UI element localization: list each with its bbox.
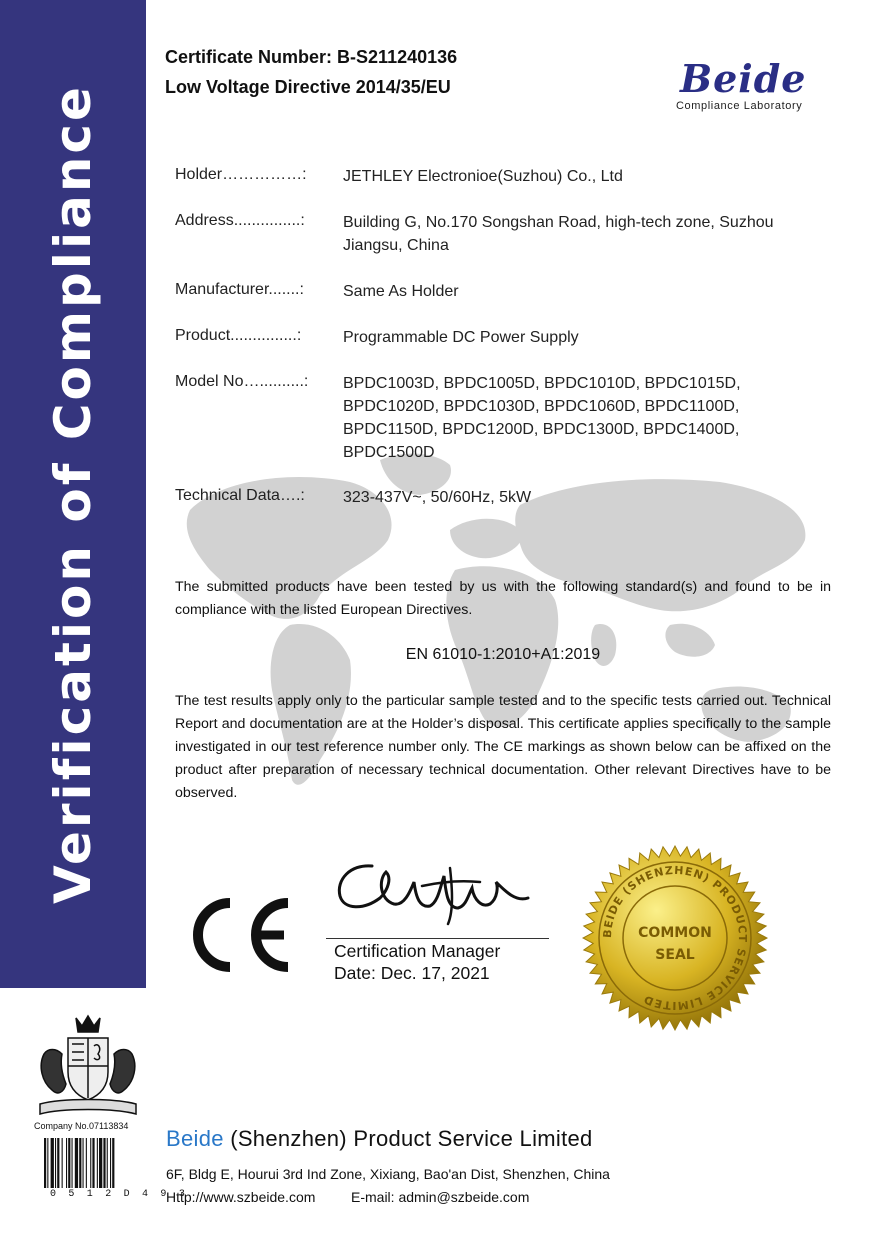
barcode-bar — [66, 1138, 67, 1188]
model-label: Model No…..........: — [175, 373, 309, 390]
logo-wordmark: Beide — [680, 56, 807, 101]
holder-value: JETHLEY Electronioe(Suzhou) Co., Ltd — [343, 168, 623, 185]
barcode-bar — [92, 1138, 94, 1188]
address-value: Building G, No.170 Songshan Road, high-tech zone, Suzhou Jiangsu, China — [343, 214, 774, 254]
product-value: Programmable DC Power Supply — [343, 329, 579, 346]
seal-ring-text: BEIDE (SHENZHEN) PRODUCT SERVICE LIMITED — [600, 863, 750, 1013]
barcode-bar — [75, 1138, 78, 1188]
manufacturer-label: Manufacturer.......: — [175, 281, 304, 298]
manufacturer-value: Same As Holder — [343, 283, 459, 300]
seal-center-bottom: SEAL — [655, 947, 695, 963]
barcode-icon — [44, 1138, 140, 1188]
barcode-bar — [62, 1138, 63, 1188]
certificate-notes: The test results apply only to the particular sample tested and to the specific tests carried out. Technical Report and documentation are at the Holder’s disposal. This certificate applies specifically to the sample investigated in our test reference number only. The CE markings as shown below can be affixed on the product after preparation of necessary technical documentation. Other relevant Directives have to be observed. — [175, 693, 831, 801]
sidebar-title: Verification of Compliance — [44, 84, 102, 904]
logo-subtitle: Compliance Laboratory — [676, 100, 803, 112]
barcode-bar — [57, 1138, 59, 1188]
beide-logo — [672, 56, 832, 120]
barcode-bar — [55, 1138, 56, 1188]
product-label: Product...............: — [175, 327, 302, 344]
sidebar-banner — [0, 0, 146, 988]
barcode-bar — [83, 1138, 84, 1188]
coat-of-arms-icon — [32, 1014, 144, 1118]
barcode-bar — [112, 1138, 114, 1188]
barcode-bar — [68, 1138, 70, 1188]
certificate-date: Date: Dec. 17, 2021 — [334, 963, 490, 983]
technical-data-value: 323-437V~, 50/60Hz, 5kW — [343, 489, 532, 506]
barcode-bar — [47, 1138, 48, 1188]
barcode-bar — [97, 1138, 98, 1188]
barcode-bar — [99, 1138, 102, 1188]
barcode-bar — [107, 1138, 108, 1188]
footer-email[interactable]: E-mail: admin@szbeide.com — [351, 1189, 530, 1205]
company-number: Company No.07113834 — [34, 1121, 129, 1131]
model-value: BPDC1003D, BPDC1005D, BPDC1010D, BPDC1015D, BPDC1020D, BPDC1030D, BPDC1060D, BPDC1100D, BPDC1150D, BPDC1200D, BPDC1300D, BPDC1400D, BPDC1500D — [343, 375, 741, 461]
footer-company-name — [166, 1126, 593, 1152]
holder-label: Holder……………: — [175, 166, 307, 183]
footer-website[interactable]: Http://www.szbeide.com — [166, 1189, 316, 1205]
barcode-bar — [110, 1138, 111, 1188]
barcode-bar — [86, 1138, 87, 1188]
signature-line — [326, 938, 549, 939]
test-standard: EN 61010-1:2010+A1:2019 — [405, 646, 601, 663]
barcode-bar — [51, 1138, 54, 1188]
barcode-bar — [72, 1138, 73, 1188]
directive-title: Low Voltage Directive 2014/35/EU — [165, 77, 451, 97]
footer-address: 6F, Bldg E, Hourui 3rd Ind Zone, Xixiang, Bao'an Dist, Shenzhen, China — [166, 1166, 610, 1182]
barcode-bar — [103, 1138, 105, 1188]
barcode-number: 0 5 1 2 D 4 9 3 — [50, 1189, 189, 1200]
ce-mark-icon — [180, 895, 296, 975]
technical-data-label: Technical Data….: — [175, 487, 305, 504]
footer-brand: Beide — [166, 1126, 224, 1151]
signatory-role: Certification Manager — [334, 941, 501, 961]
compliance-statement: The submitted products have been tested by us with the following standard(s) and found to be in compliance with the listed European Directives. — [175, 579, 831, 618]
manager-signature-icon — [330, 852, 540, 932]
barcode-bar — [44, 1138, 46, 1188]
common-seal-icon — [582, 845, 768, 1031]
barcode-bar — [79, 1138, 81, 1188]
seal-center-top: COMMON — [638, 925, 712, 941]
barcode-bar — [90, 1138, 91, 1188]
footer-company-rest: (Shenzhen) Product Service Limited — [223, 1126, 593, 1151]
address-label: Address...............: — [175, 212, 305, 229]
certificate-number: Certificate Number: B-S211240136 — [165, 47, 458, 67]
